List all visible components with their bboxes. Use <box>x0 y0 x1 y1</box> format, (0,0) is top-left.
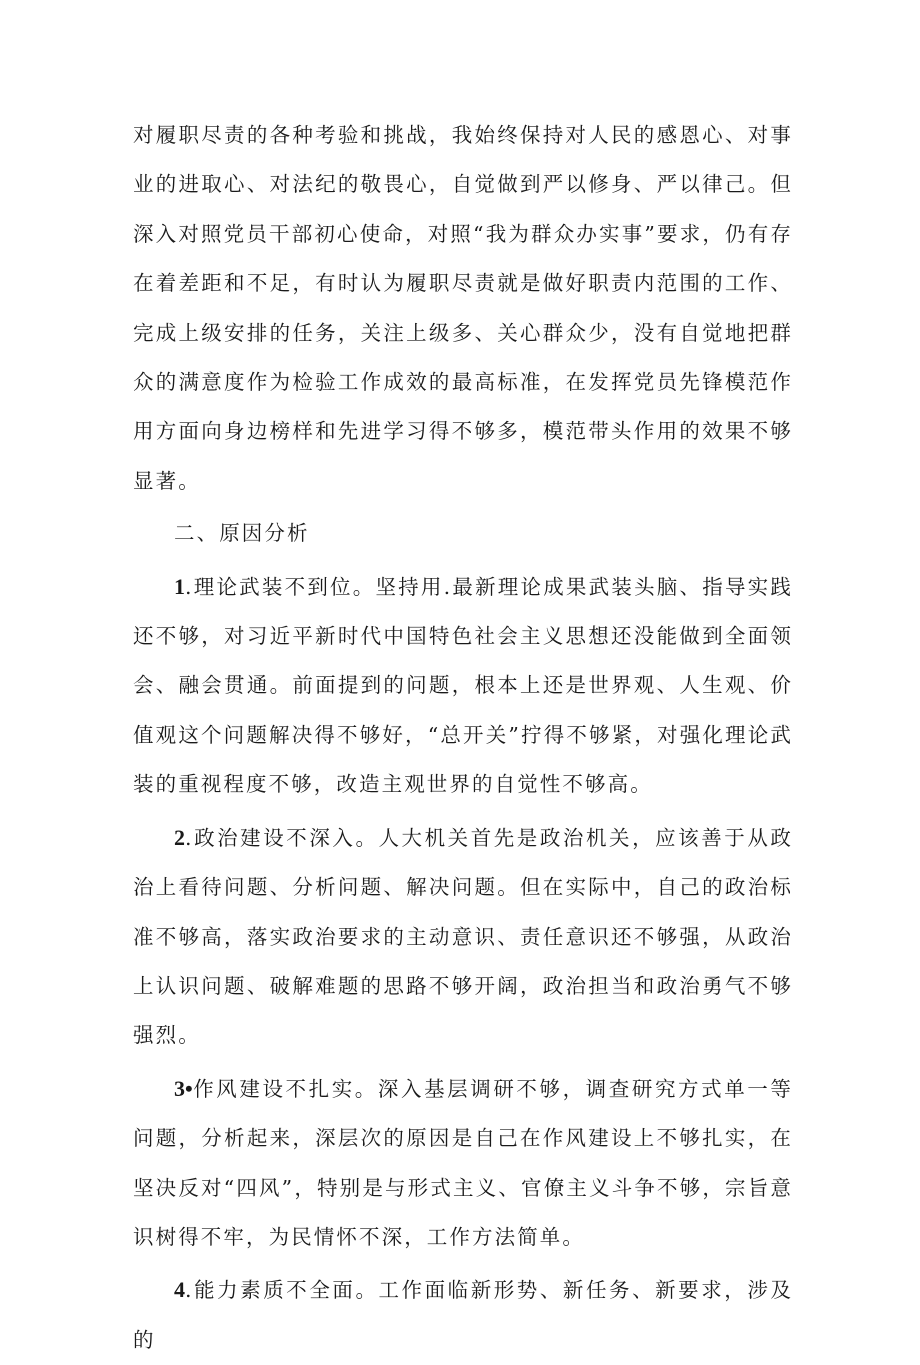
document-body <box>133 111 793 1365</box>
item-number: 4 <box>174 1277 185 1303</box>
paragraph-text: .能力素质不全面。工作面临新形势、新任务、新要求，涉及的 <box>133 1278 793 1352</box>
paragraph-reason-4 <box>133 1265 793 1365</box>
paragraph-text: .政治建设不深入。人大机关首先是政治机关，应该善于从政治上看待问题、分析问题、解决问题。但在实际中，自己的政治标准不够高，落实政治要求的主动意识、责任意识还不够强，从政治上认识问题、破解难题的思路不够开阔，政治担当和政治勇气不够强烈。 <box>133 825 793 1048</box>
heading-text: 二、原因分析 <box>174 521 310 546</box>
item-number: 2 <box>174 824 185 850</box>
paragraph-reason-3 <box>133 1064 793 1263</box>
paragraph-reason-1 <box>133 562 793 810</box>
paragraph-text: 对履职尽责的各种考验和挑战，我始终保持对人民的感恩心、对事业的进取心、对法纪的敬畏心，自觉做到严以修身、严以律己。但深入对照党员干部初心使命，对照“我为群众办实事”要求，仍有存在着差距和不足，有时认为履职尽责就是做好职责内范围的工作、完成上级安排的任务，关注上级多、关心群众少，没有自觉地把群众的满意度作为检验工作成效的最高标准，在发挥党员先锋模范作用方面向身边榜样和先进学习得不够多，模范带头作用的效果不够显著。 <box>133 123 793 493</box>
section-heading <box>133 509 793 558</box>
paragraph-text: 作风建设不扎实。深入基层调研不够，调查研究方式单一等问题，分析起来，深层次的原因是自己在作风建设上不够扎实，在坚决反对“四风”，特别是与形式主义、官僚主义斗争不够，宗旨意识树得不牢，为民情怀不深，工作方法简单。 <box>133 1076 793 1249</box>
paragraph-continued <box>133 111 793 506</box>
item-number: 1 <box>174 573 185 599</box>
paragraph-text: .理论武装不到位。坚持用.最新理论成果武装头脑、指导实践还不够，对习近平新时代中国特色社会主义思想还没能做到全面领会、融会贯通。前面提到的问题，根本上还是世界观、人生观、价值观这个问题解决得不够好，“总开关”拧得不够紧，对强化理论武装的重视程度不够，改造主观世界的自觉性不够高。 <box>133 574 793 797</box>
item-number: 3• <box>174 1075 193 1101</box>
paragraph-reason-2 <box>133 813 793 1061</box>
